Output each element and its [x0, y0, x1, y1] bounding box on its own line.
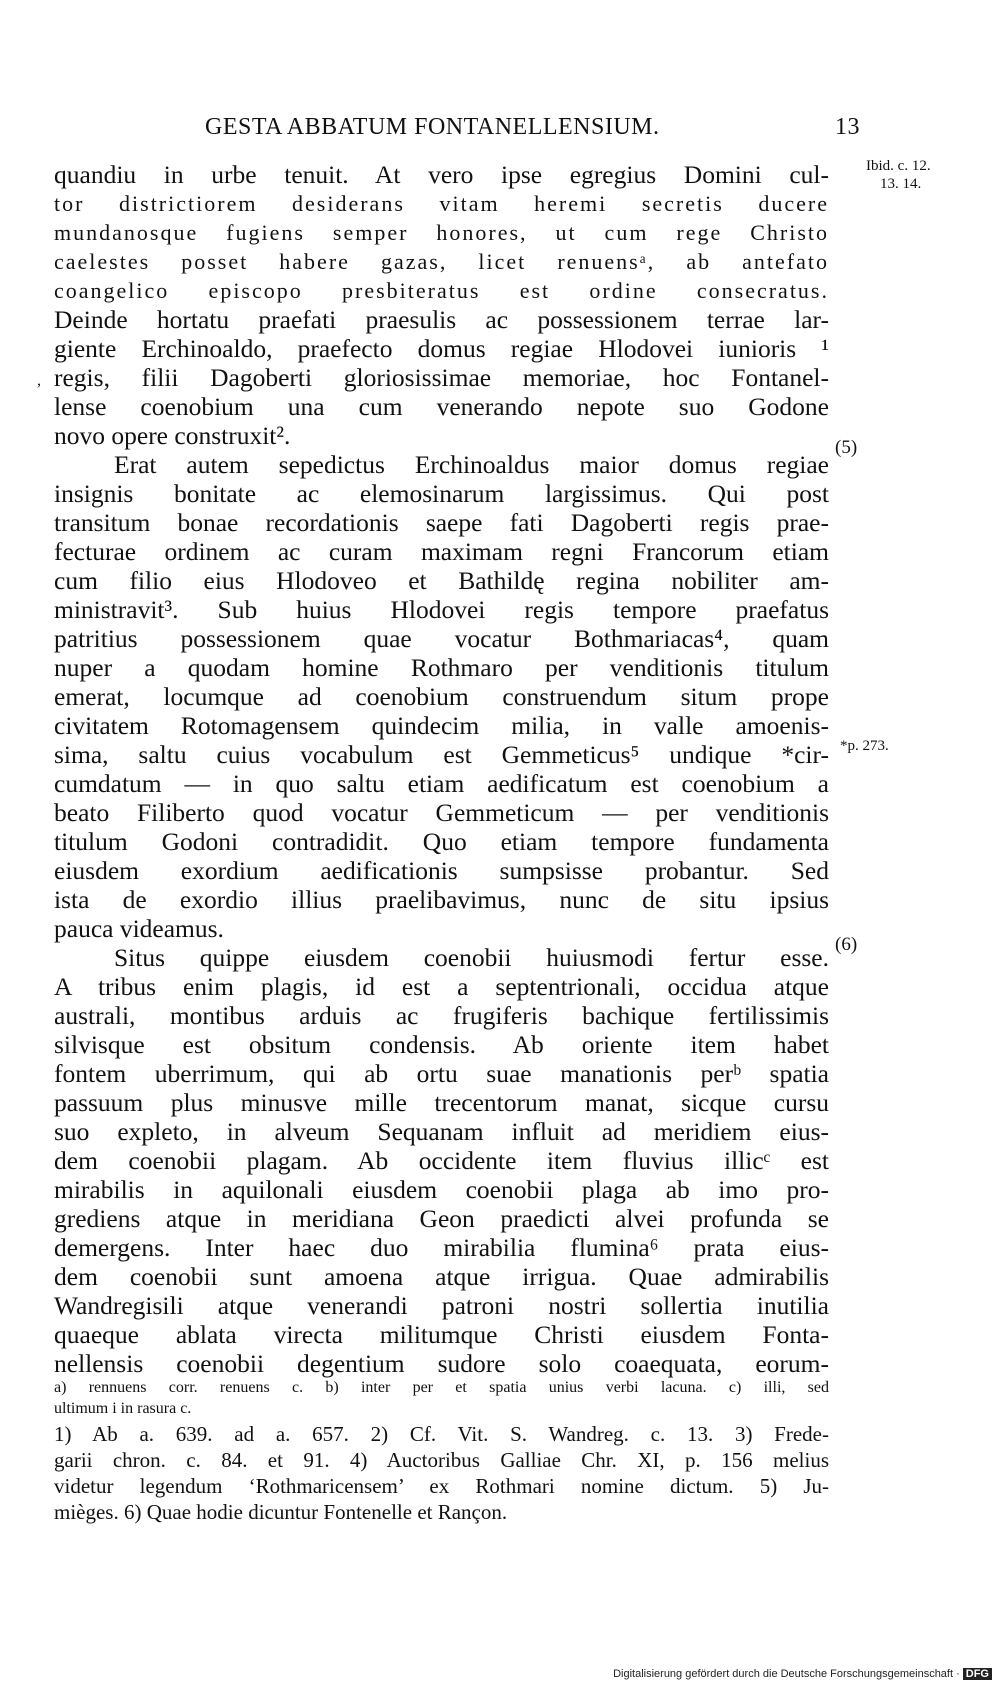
margin-ibid-cont: 13. 14. [880, 176, 922, 192]
footnote-line: 1) Ab a. 639. ad a. 657. 2) Cf. Vit. S. Wandreg. c. 13. 3) Frede- [54, 1422, 829, 1446]
text-line: ista de exordio illius praelibavimus, nunc de situ ipsius [54, 885, 829, 914]
text-line: demergens. Inter haec duo mirabilia flumina⁶ prata eius- [54, 1233, 829, 1262]
text-line: transitum bonae recordationis saepe fati Dagoberti regis prae- [54, 508, 829, 537]
text-line: emerat, locumque ad coenobium construendum situm prope [54, 682, 829, 711]
text-line: dem coenobii sunt amoena atque irrigua. Quae admirabilis [54, 1262, 829, 1291]
text-line: suo expleto, in alveum Sequanam influit ad meridiem eius- [54, 1117, 829, 1146]
text-line: silvisque est obsitum condensis. Ab oriente item habet [54, 1030, 829, 1059]
text-line: dem coenobii plagam. Ab occidente item fluvius illicᶜ est [54, 1146, 829, 1175]
text-line: cum filio eius Hlodoveo et Bathildę regina nobiliter am- [54, 566, 829, 595]
text-line: A tribus enim plagis, id est a septentrionali, occidua atque [54, 972, 829, 1001]
footnote-line: videtur legendum ‘Rothmaricensem’ ex Rothmari nomine dictum. 5) Ju- [54, 1474, 829, 1498]
footnote-line: garii chron. c. 84. et 91. 4) Auctoribus Galliae Chr. XI, p. 156 melius [54, 1448, 829, 1472]
text-line: patritius possessionem quae vocatur Bothmariacas⁴, quam [54, 624, 829, 653]
text-line: tor districtiorem desiderans vitam heremi secretis ducere [54, 191, 829, 216]
text-line: Erat autem sepedictus Erchinoaldus maior domus regiae [114, 450, 829, 479]
text-line: fontem uberrimum, qui ab ortu suae manationis perᵇ spatia [54, 1059, 829, 1088]
text-line: beato Filiberto quod vocatur Gemmeticum — per venditionis [54, 798, 829, 827]
text-line: lense coenobium una cum venerando nepote suo Godone [54, 392, 829, 421]
text-line: passuum plus minusve mille trecentorum manat, sicque cursu [54, 1088, 829, 1117]
text-line: grediens atque in meridiana Geon praedicti alvei profunda se [54, 1204, 829, 1233]
text-line: quaeque ablata virecta militumque Christi eiusdem Fonta- [54, 1320, 829, 1349]
text-line: novo opere construxit². [54, 421, 291, 450]
margin-tick-mark: , [37, 372, 41, 389]
main-text [54, 160, 829, 1378]
text-line: eiusdem exordium aedificationis sumpsisse probantur. Sed [54, 856, 829, 885]
text-line: ministravit³. Sub huius Hlodovei regis tempore praefatus [54, 595, 829, 624]
critical-note-line: ultimum i in rasura c. [54, 1400, 192, 1417]
text-line: caelestes posset habere gazas, licet renuensᵃ, ab antefato [54, 249, 829, 274]
text-line: giente Erchinoaldo, praefecto domus regiae Hlodovei iunioris ¹ [54, 334, 829, 363]
text-line: nellensis coenobii degentium sudore solo coaequata, eorum- [54, 1349, 829, 1378]
section-marker-6: (6) [835, 934, 858, 955]
text-line: coangelico episcopo presbiteratus est ordine consecratus. [54, 278, 829, 303]
text-line: cumdatum — in quo saltu etiam aedificatum est coenobium a [54, 769, 829, 798]
text-line: fecturae ordinem ac curam maximam regni Francorum etiam [54, 537, 829, 566]
text-line: mundanosque fugiens semper honores, ut cum rege Christo [54, 220, 829, 245]
text-line: Situs quippe eiusdem coenobii huiusmodi fertur esse. [114, 943, 829, 972]
text-line: Wandregisili atque venerandi patroni nostri sollertia inutilia [54, 1291, 829, 1320]
text-line: insignis bonitate ac elemosinarum largissimus. Qui post [54, 479, 829, 508]
footnotes [54, 1421, 829, 1525]
running-title: GESTA ABBATUM FONTANELLENSIUM. [205, 114, 660, 140]
text-line: nuper a quodam homine Rothmaro per venditionis titulum [54, 653, 829, 682]
digitization-credit [613, 1668, 992, 1680]
critical-apparatus [54, 1377, 829, 1419]
dfg-logo: DFG [963, 1668, 992, 1680]
text-line: australi, montibus arduis ac frugiferis bachique fertilissimis [54, 1001, 829, 1030]
text-line: titulum Godoni contradidit. Quo etiam tempore fundamenta [54, 827, 829, 856]
page-number: 13 [835, 114, 860, 140]
text-line: quandiu in urbe tenuit. At vero ipse egregius Domini cul- [54, 160, 829, 189]
critical-note-line: a) rennuens corr. renuens c. b) inter per et spatia unius verbi lacuna. c) illi, sed [54, 1379, 829, 1396]
section-marker-5: (5) [835, 437, 858, 458]
text-line: mirabilis in aquilonali eiusdem coenobii plaga ab imo pro- [54, 1175, 829, 1204]
text-line: civitatem Rotomagensem quindecim milia, in valle amoenis- [54, 711, 829, 740]
text-line: pauca videamus. [54, 914, 224, 943]
credit-text: Digitalisierung gefördert durch die Deutsche Forschungsgemeinschaft · [613, 1668, 960, 1680]
margin-ibid: Ibid. c. 12. [866, 158, 931, 174]
running-header [205, 114, 860, 148]
text-line: Deinde hortatu praefati praesulis ac possessionem terrae lar- [54, 305, 829, 334]
margin-page-ref: *p. 273. [840, 738, 889, 754]
text-line: sima, saltu cuius vocabulum est Gemmeticus⁵ undique *cir- [54, 740, 829, 769]
footnote-line: mièges. 6) Quae hodie dicuntur Fontenelle et Rançon. [54, 1500, 508, 1524]
text-line: regis, filii Dagoberti gloriosissimae memoriae, hoc Fontanel- [54, 363, 829, 392]
